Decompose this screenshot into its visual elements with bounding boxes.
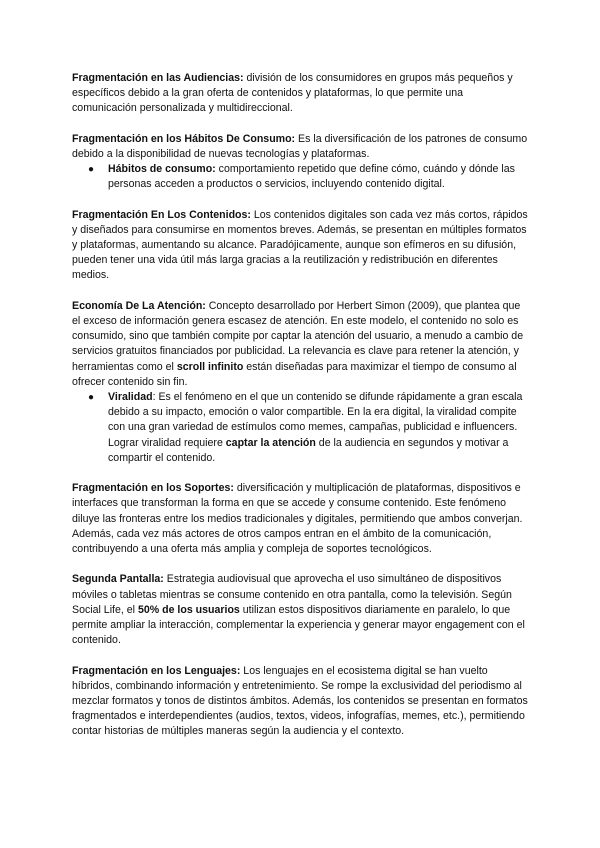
bullet-term: Viralidad: [108, 391, 153, 404]
entry-term: Economía De La Atención:: [72, 299, 206, 312]
entry-term: Fragmentación en los Lenguajes:: [72, 664, 241, 677]
bullet-list: [72, 162, 530, 192]
entry-fragmentacion-audiencias: [72, 71, 530, 117]
entry-bold-phrase: 50% de los usuarios: [137, 603, 240, 616]
entry-text: utilizan estos dispositivos diariamente en paralelo, lo que permite ampliar la interacción, complementar la experiencia y generar mayor engagement con el contenido.: [72, 603, 525, 647]
entry-fragmentacion-lenguajes: [72, 664, 530, 740]
entry-term: Fragmentación En Los Contenidos:: [72, 208, 251, 221]
entry-text: diversificación y multiplicación de plataformas, dispositivos e interfaces que transforman la forma en que se accede y consume contenido. Este fenómeno diluye las fronteras entre los medios tradicionales y digitales, permitiendo que ambos converjan. Además, cada vez más actores de otros campos entran en el ámbito de la comunicación, contribuyendo a una oferta más amplia y compleja de soportes tecnológicos.: [72, 482, 523, 556]
entry-text: Estrategia audiovisual que aprovecha el uso simultáneo de dispositivos móviles o tabletas mientras se consume contenido en otra pantalla, como la televisión. Según Social Life, el: [72, 573, 512, 616]
bullet-term: Hábitos de consumo:: [108, 163, 216, 176]
entry-fragmentacion-soportes: [72, 481, 530, 557]
bullet-bold-phrase: captar la atención: [225, 436, 316, 449]
bullet-icon: ●: [88, 392, 95, 404]
entry-term: Fragmentación en las Audiencias:: [72, 72, 244, 84]
bullet-text: : Es el fenómeno en el que un contenido se difunde rápidamente a gran escala debido a su impacto, emoción o valor compartible. En la era digital, la viralidad compite con una gran variedad de estímulos como memes, campañas, publicidad e influencers. Lograr viralidad requiere: [108, 391, 523, 449]
bullet-item-habitos: [88, 162, 530, 192]
bullet-item-viralidad: [88, 390, 530, 466]
bullet-text: de la audiencia en segundos y motivar a compartir el contenido.: [108, 436, 509, 464]
entry-text: Los lenguajes en el ecosistema digital se han vuelto híbridos, combinando información y entretenimiento. Se rompe la exclusividad del periodismo al mezclar formatos y tonos de distintos ámbitos. Además, los contenidos se presentan en formatos fragmentados e interdependientes (audios, textos, videos, infografías, memes, etc.), permitiendo contar historias de múltiples maneras según la audiencia y el contexto.: [72, 664, 528, 738]
entry-text: división de los consumidores en grupos más pequeños y específicos debido a la gran oferta de contenidos y plataformas, lo que permite una comunicación personalizada y multidireccional.: [72, 72, 513, 115]
bullet-list: [72, 390, 530, 466]
entry-term: Fragmentación en los Soportes:: [72, 482, 234, 495]
entry-text: Los contenidos digitales son cada vez más cortos, rápidos y diseñados para consumirse en momentos breves. Además, se presentan en múltiples formatos y plataformas, aumentando su alcance. Paradójicamente, aunque son efímeros en su difusión, pueden tener una vida útil más larga gracias a la reutilización y redistribución en diferentes medios.: [72, 208, 528, 282]
entry-text: Es la diversificación de los patrones de consumo debido a la disponibilidad de nuevas tecnologías y plataformas.: [72, 132, 528, 160]
entry-bold-phrase: scroll infinito: [176, 360, 244, 373]
entry-term: Segunda Pantalla:: [72, 573, 164, 586]
entry-text: Concepto desarrollado por Herbert Simon (2009), que plantea que el exceso de información genera escasez de atención. En este modelo, el contenido no solo es consumido, sino que también compite por captar la atención del usuario, a menudo a cambio de servicios gratuitos financiados por publicidad. La relevancia es clave para retener la atención, y herramientas como el: [72, 299, 524, 373]
entry-fragmentacion-contenidos: [72, 208, 530, 284]
entry-text: están diseñadas para maximizar el tiempo de consumo al ofrecer contenido sin fin.: [72, 360, 517, 388]
bullet-icon: ●: [88, 164, 95, 176]
entry-term: Fragmentación en los Hábitos De Consumo:: [72, 132, 296, 145]
entry-fragmentacion-habitos: [72, 132, 530, 193]
entry-economia-atencion: [72, 299, 530, 466]
entry-segunda-pantalla: [72, 572, 530, 648]
bullet-text: comportamiento repetido que define cómo, cuándo y dónde las personas acceden a productos o servicios, incluyendo contenido digital.: [108, 163, 515, 191]
